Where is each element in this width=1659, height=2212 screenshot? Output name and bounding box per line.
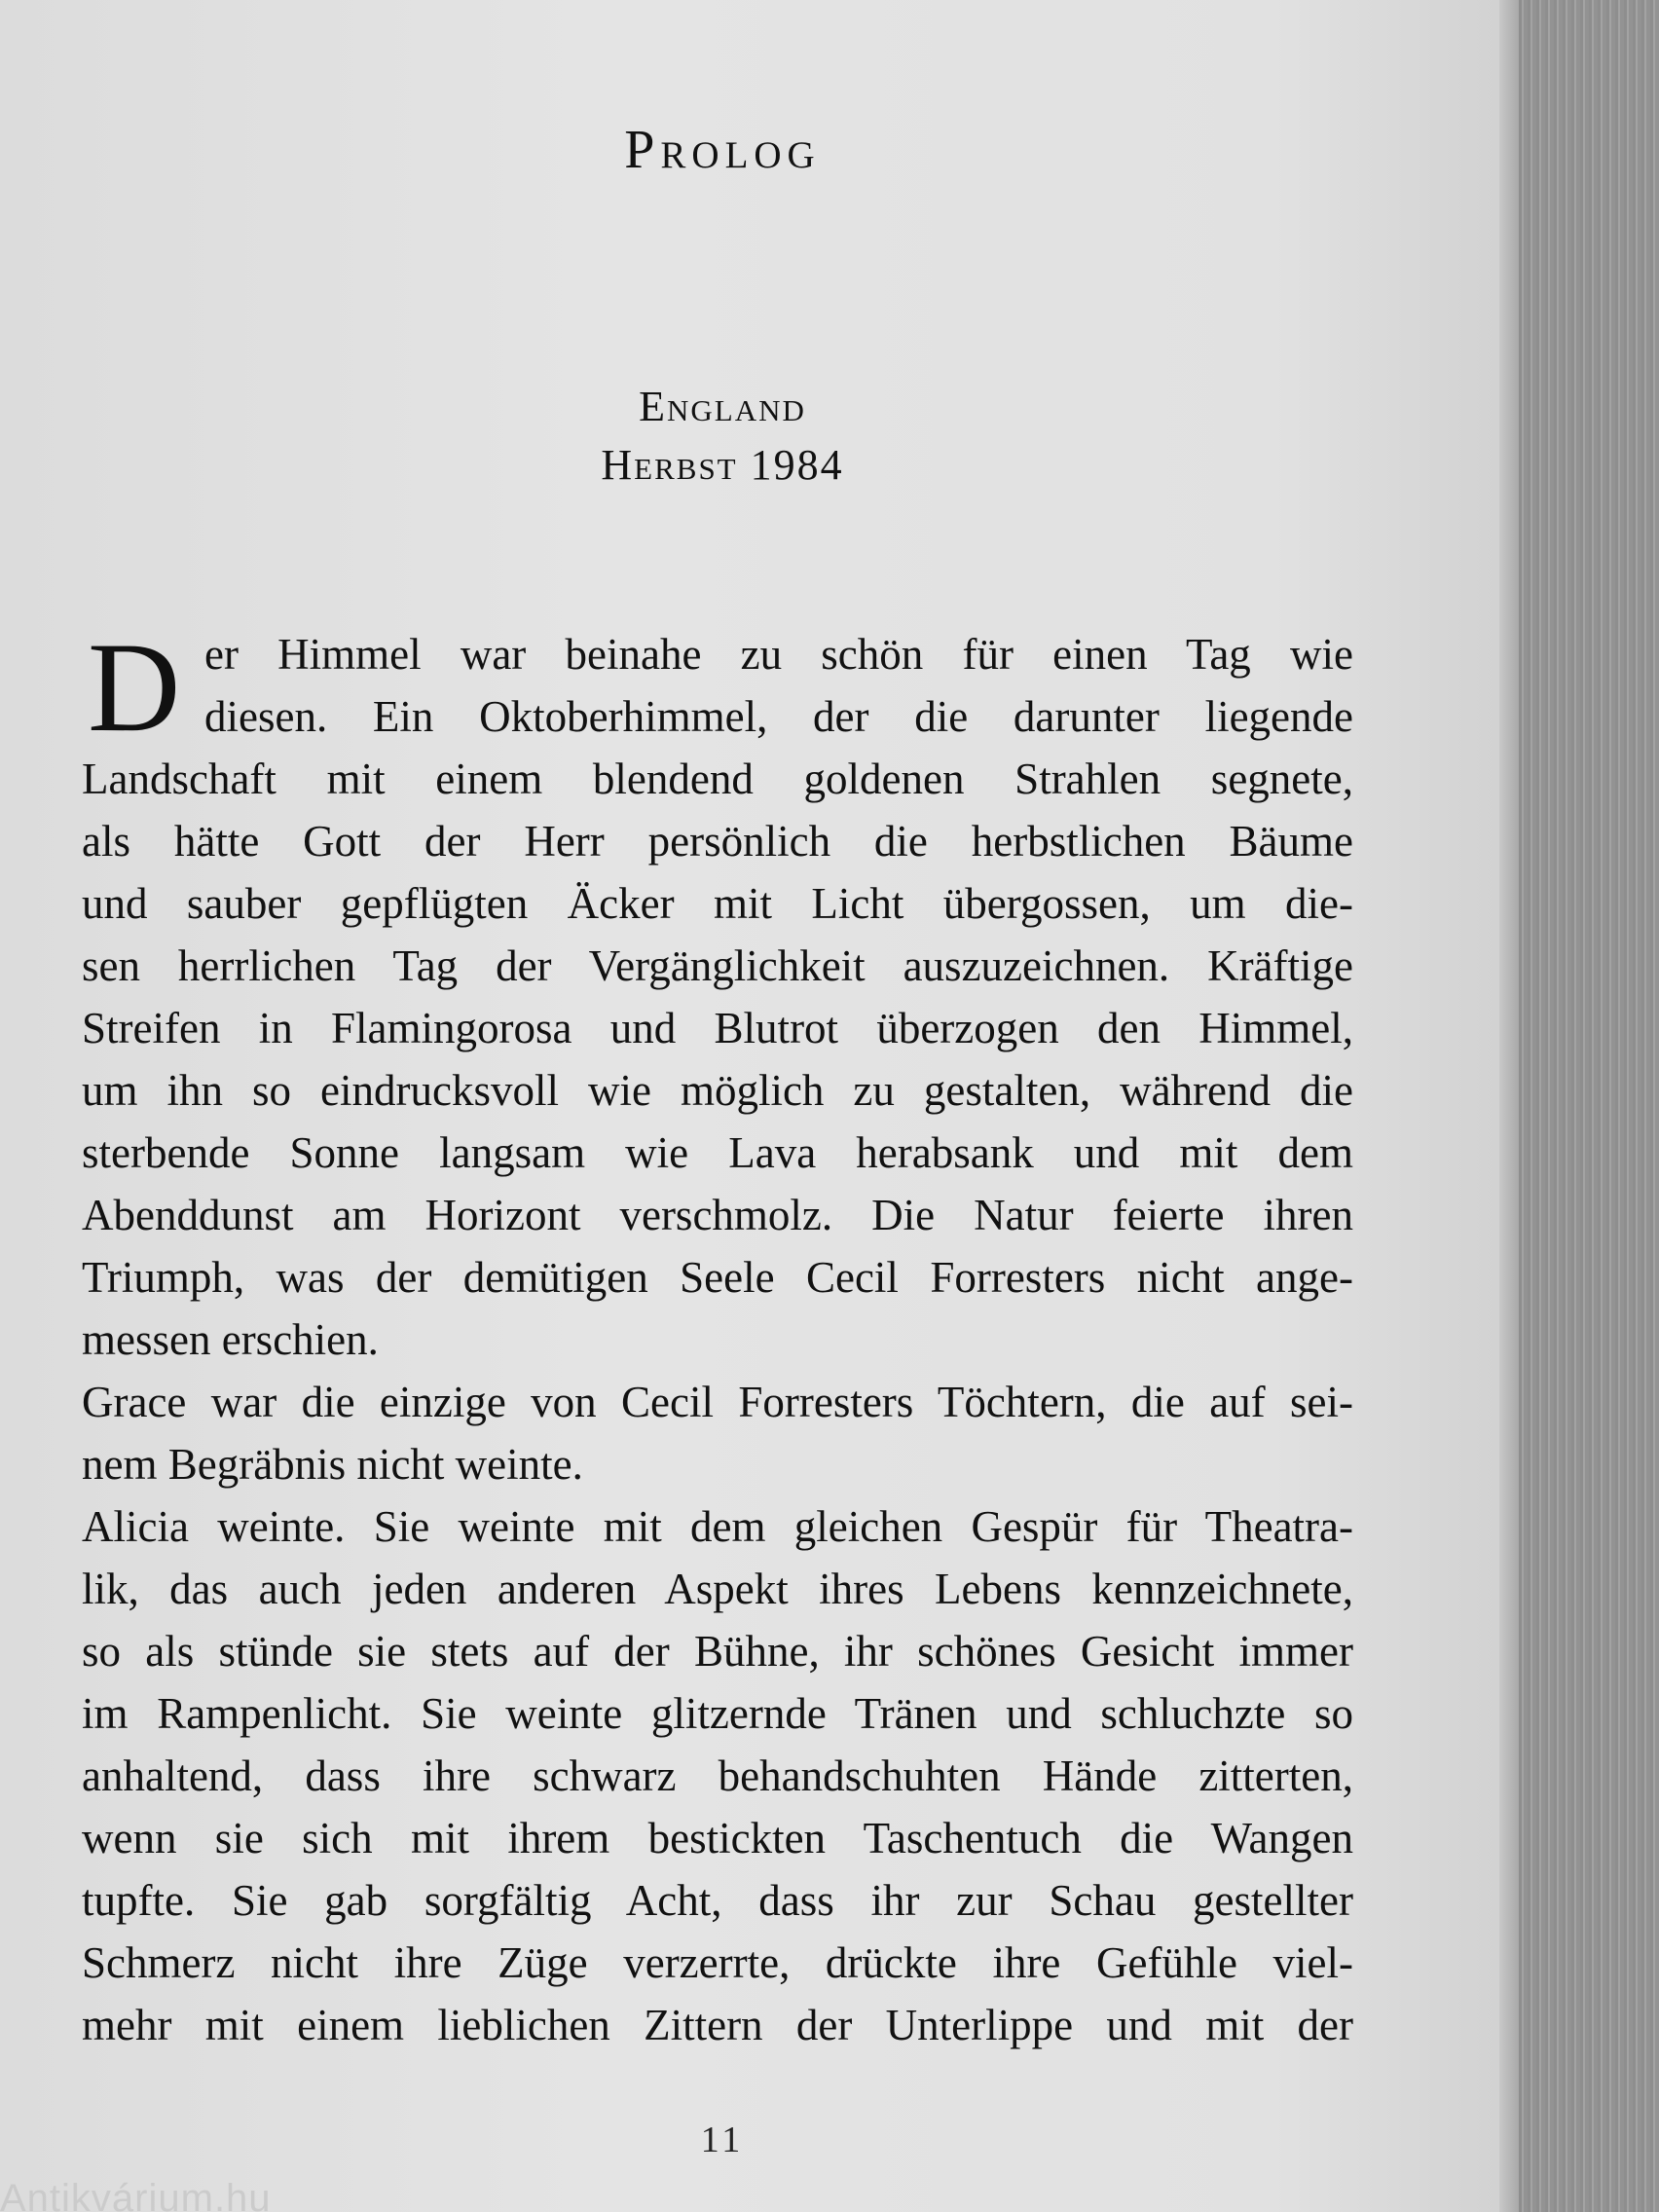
text-line: nem Begräbnis nicht weinte. (82, 1440, 583, 1489)
text-line: sen herrlichen Tag der Vergänglichkeit auszuzeichnen. Kräftige (82, 941, 1353, 990)
text-line: Streifen in Flamingorosa und Blutrot überzogen den Himmel, (82, 1004, 1353, 1052)
text-line: er Himmel war beinahe zu schön für einen Tag wie (204, 630, 1353, 679)
text-line: messen erschien. (82, 1315, 379, 1364)
text-line: und sauber gepflügten Äcker mit Licht übergossen, um die- (82, 879, 1353, 928)
text-line: anhaltend, dass ihre schwarz behandschuhten Hände zitterten, (82, 1751, 1353, 1800)
text-line: so als stünde sie stets auf der Bühne, ihr schönes Gesicht immer (82, 1627, 1353, 1676)
page-edge (1499, 0, 1519, 2212)
text-line: Grace war die einzige von Cecil Forresters Töchtern, die auf sei- (82, 1378, 1353, 1426)
text-line: tupfte. Sie gab sorgfältig Acht, dass ihr zur Schau gestellter (82, 1876, 1353, 1925)
text-line: im Rampenlicht. Sie weinte glitzernde Tränen und schluchzte so (82, 1689, 1353, 1738)
text-line: Triumph, was der demütigen Seele Cecil Forresters nicht ange- (82, 1253, 1353, 1302)
date-heading: Herbst 1984 (601, 441, 844, 489)
place-heading: England (639, 383, 806, 430)
text-line: um ihn so eindrucksvoll wie möglich zu gestalten, während die (82, 1066, 1353, 1115)
text-line: lik, das auch jeden anderen Aspekt ihres Lebens kennzeichnete, (82, 1565, 1353, 1613)
text-line: sterbende Sonne langsam wie Lava herabsank und mit dem (82, 1128, 1353, 1177)
text-line: mehr mit einem lieblichen Zittern der Unterlippe und mit der (82, 2001, 1353, 2049)
chapter-title: Prolog (624, 120, 821, 180)
text-line: wenn sie sich mit ihrem bestickten Taschentuch die Wangen (82, 1814, 1353, 1862)
text-line: Alicia weinte. Sie weinte mit dem gleichen Gespür für Theatra- (82, 1502, 1353, 1551)
text-line: Schmerz nicht ihre Züge verzerrte, drückte ihre Gefühle viel- (82, 1938, 1353, 1987)
body-text (82, 615, 1353, 2056)
book-block-edge (1519, 0, 1659, 2212)
text-line: Abenddunst am Horizont verschmolz. Die Natur feierte ihren (82, 1191, 1353, 1239)
text-line: als hätte Gott der Herr persönlich die herbstlichen Bäume (82, 817, 1353, 866)
text-line: Landschaft mit einem blendend goldenen Strahlen segnete, (82, 755, 1353, 803)
page-number: 11 (700, 2120, 745, 2160)
drop-cap: D (88, 615, 181, 758)
watermark: Antikvárium.hu (0, 2177, 272, 2212)
text-line: diesen. Ein Oktoberhimmel, der die darunter liegende (204, 692, 1353, 741)
